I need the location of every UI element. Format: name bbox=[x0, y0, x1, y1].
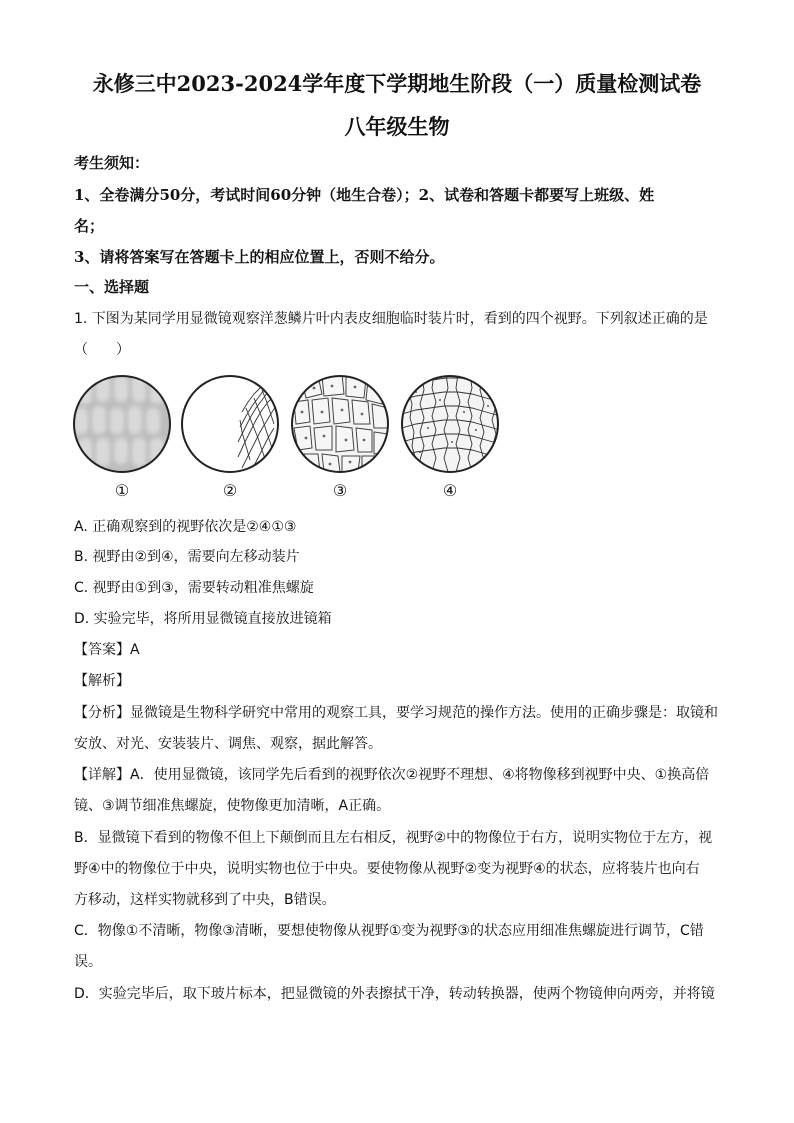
notice-heading: 考生须知： bbox=[74, 154, 150, 172]
notice-line-1: 1、全卷满分50分，考试时间60分钟（地生合卷）；2、试卷和答题卡都要写上班级、姓 bbox=[74, 186, 655, 204]
analysis-line: 野④中的物像位于中央，说明实物也位于中央。要使物像从视野②变为视野④的状态，应将装片也向右 bbox=[74, 861, 700, 877]
figure-label-4: ④ bbox=[442, 481, 458, 500]
field-4-dense-cells bbox=[400, 374, 500, 474]
exam-subtitle: 八年级生物 bbox=[344, 114, 450, 139]
analysis-line: 误。 bbox=[74, 954, 102, 970]
option-a: A. 正确观察到的视野依次是②④①③ bbox=[74, 519, 297, 535]
answer: 【答案】A bbox=[74, 642, 140, 658]
question-stem-bracket: （ ） bbox=[74, 342, 130, 358]
section-heading: 一、选择题 bbox=[74, 278, 150, 296]
option-c: C. 视野由①到③，需要转动粗准焦螺旋 bbox=[74, 580, 314, 596]
figure-label-1: ① bbox=[114, 481, 130, 500]
figure-label-3: ③ bbox=[332, 481, 348, 500]
field-1-blurry bbox=[70, 372, 180, 482]
question-stem: 1. 下图为某同学用显微镜观察洋葱鳞片叶内表皮细胞临时装片时，看到的四个视野。下列叙述正确的是 bbox=[74, 311, 708, 327]
option-d: D. 实验完毕，将所用显微镜直接放进镜箱 bbox=[74, 611, 332, 627]
analysis-line: C．物像①不清晰，物像③清晰，要想使物像从视野①变为视野③的状态应用细准焦螺旋进行调节，C错 bbox=[74, 923, 704, 939]
analysis-line: 【分析】显微镜是生物科学研究中常用的观察工具，要学习规范的操作方法。使用的正确步骤是：取镜和 bbox=[74, 705, 718, 721]
analysis-line: 【详解】A．使用显微镜，该同学先后看到的视野依次②视野不理想、④将物像移到视野中央、①换高倍 bbox=[74, 767, 710, 783]
notice-line-2: 3、请将答案写在答题卡上的相应位置上，否则不给分。 bbox=[74, 248, 445, 266]
analysis-line: 镜、③调节细准焦螺旋，使物像更加清晰，A正确。 bbox=[74, 798, 391, 814]
option-b: B. 视野由②到④，需要向左移动装片 bbox=[74, 549, 300, 565]
analysis-line: 方移动，这样实物就移到了中央，B错误。 bbox=[74, 892, 336, 908]
analysis-line: D．实验完毕后，取下玻片标本，把显微镜的外表擦拭干净，转动转换器，使两个物镜伸向两旁，并将镜 bbox=[74, 986, 715, 1002]
analysis-tag: 【解析】 bbox=[74, 673, 130, 689]
notice-line-1b: 名； bbox=[74, 217, 105, 235]
analysis-line: 安放、对光、安装装片、调焦、观察，据此解答。 bbox=[74, 736, 382, 752]
figure-label-2: ② bbox=[222, 481, 238, 500]
analysis-line: B．显微镜下看到的物像不但上下颠倒而且左右相反，视野②中的物像位于右方，说明实物位于左方，视 bbox=[74, 830, 713, 846]
exam-title: 永修三中2023-2024学年度下学期地生阶段（一）质量检测试卷 bbox=[92, 71, 702, 96]
microscope-fields-figure bbox=[70, 372, 510, 482]
